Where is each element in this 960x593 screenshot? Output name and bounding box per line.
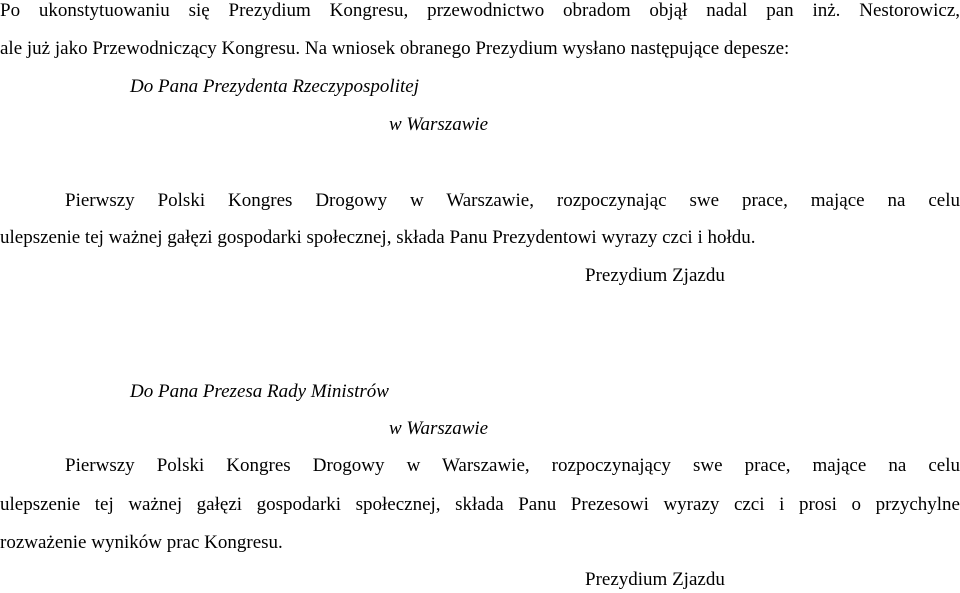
- dispatch2-city: w Warszawie: [389, 418, 489, 439]
- dispatch1-signature: Prezydium Zjazdu: [585, 265, 725, 286]
- dispatch2-body-line-1: Pierwszy Polski Kongres Drogowy w Warszawie, rozpoczynający swe prace, mające na celu: [65, 455, 960, 476]
- intro-line-1: Po ukonstytuowaniu się Prezydium Kongresu, przewodnictwo obradom objął nadal pan inż. Nestorowicz,: [0, 0, 960, 21]
- dispatch1-city: w Warszawie: [389, 114, 489, 135]
- dispatch1-addressee: Do Pana Prezydenta Rzeczypospolitej: [130, 76, 419, 97]
- intro-line-2: ale już jako Przewodniczący Kongresu. Na wniosek obranego Prezydium wysłano następujące depesze:: [0, 38, 790, 59]
- dispatch2-signature: Prezydium Zjazdu: [585, 569, 725, 590]
- dispatch1-body-line-1: Pierwszy Polski Kongres Drogowy w Warszawie, rozpoczynając swe prace, mające na celu: [65, 190, 960, 211]
- dispatch2-addressee: Do Pana Prezesa Rady Ministrów: [130, 381, 389, 402]
- dispatch2-body-line-3: rozważenie wyników prac Kongresu.: [0, 532, 283, 553]
- dispatch1-body-line-2: ulepszenie tej ważnej gałęzi gospodarki społecznej, składa Panu Prezydentowi wyrazy czci i hołdu.: [0, 227, 756, 248]
- dispatch2-body-line-2: ulepszenie tej ważnej gałęzi gospodarki społecznej, składa Panu Prezesowi wyrazy czci i prosi o przychylne: [0, 494, 960, 515]
